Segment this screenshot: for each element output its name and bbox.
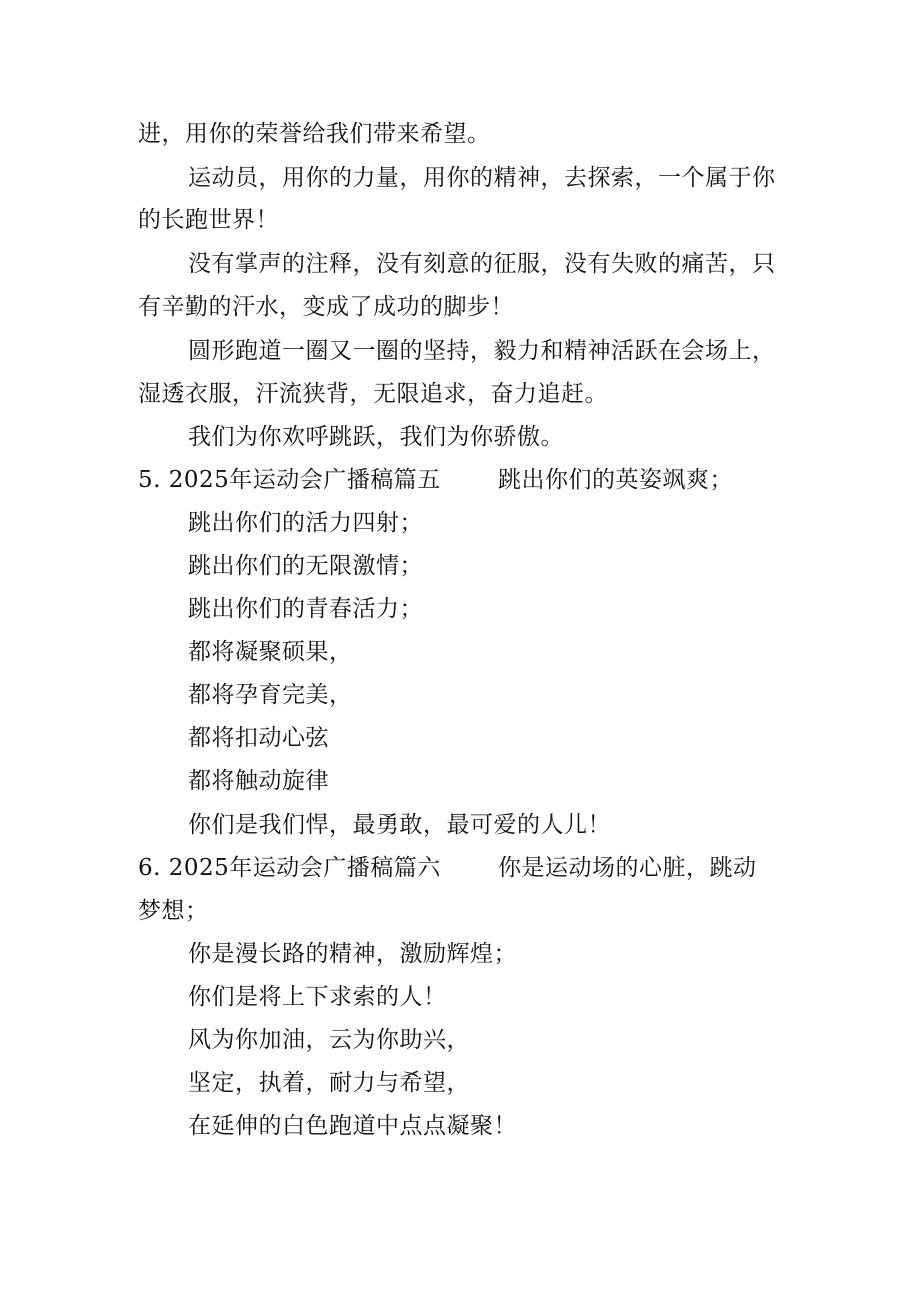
paragraph-line: 我们为你欢呼跳跃，我们为你骄傲。: [188, 424, 564, 450]
section-5-line: 都将孕育完美，: [188, 682, 353, 708]
section-6-line: 在延伸的白色跑道中点点凝聚！: [188, 1113, 517, 1139]
section-5-line: 你们是我们悍，最勇敢，最可爱的人儿！: [188, 812, 611, 838]
section-6-first-line: 你是运动场的心脏，跳动: [498, 855, 757, 881]
section-6-line: 你是漫长路的精神，激励辉煌；: [188, 941, 517, 967]
section-5-line: 都将扣动心弦: [188, 725, 329, 751]
paragraph-line: 湿透衣服，汗流狭背，无限追求，奋力追赶。: [138, 381, 608, 407]
section-5-line: 跳出你们的活力四射；: [188, 510, 423, 536]
section-6-heading: 6. 2025年运动会广播稿篇六: [138, 855, 441, 881]
paragraph-line: 的长跑世界！: [138, 207, 279, 233]
section-6-line: 风为你加油，云为你助兴，: [188, 1027, 470, 1053]
section-5-first-line: 跳出你们的英姿飒爽；: [498, 467, 733, 493]
section-5-line: 跳出你们的无限激情；: [188, 553, 423, 579]
section-6-line: 你们是将上下求索的人！: [188, 984, 447, 1010]
paragraph-line: 没有掌声的注释，没有刻意的征服，没有失败的痛苦，只: [188, 251, 776, 277]
section-5-line: 跳出你们的青春活力；: [188, 596, 423, 622]
section-5-heading: 5. 2025年运动会广播稿篇五: [138, 467, 441, 493]
section-5-line: 都将凝聚硕果，: [188, 639, 353, 665]
section-5-line: 都将触动旋律: [188, 768, 329, 794]
paragraph-line: 进，用你的荣誉给我们带来希望。: [138, 121, 491, 147]
paragraph-line: 有辛勤的汗水，变成了成功的脚步！: [138, 294, 514, 320]
paragraph-line: 运动员，用你的力量，用你的精神，去探索，一个属于你: [188, 165, 776, 191]
section-6-continuation: 梦想；: [138, 898, 209, 924]
section-6-line: 坚定，执着，耐力与希望，: [188, 1070, 470, 1096]
paragraph-line: 圆形跑道一圈又一圈的坚持，毅力和精神活跃在会场上，: [188, 338, 776, 364]
